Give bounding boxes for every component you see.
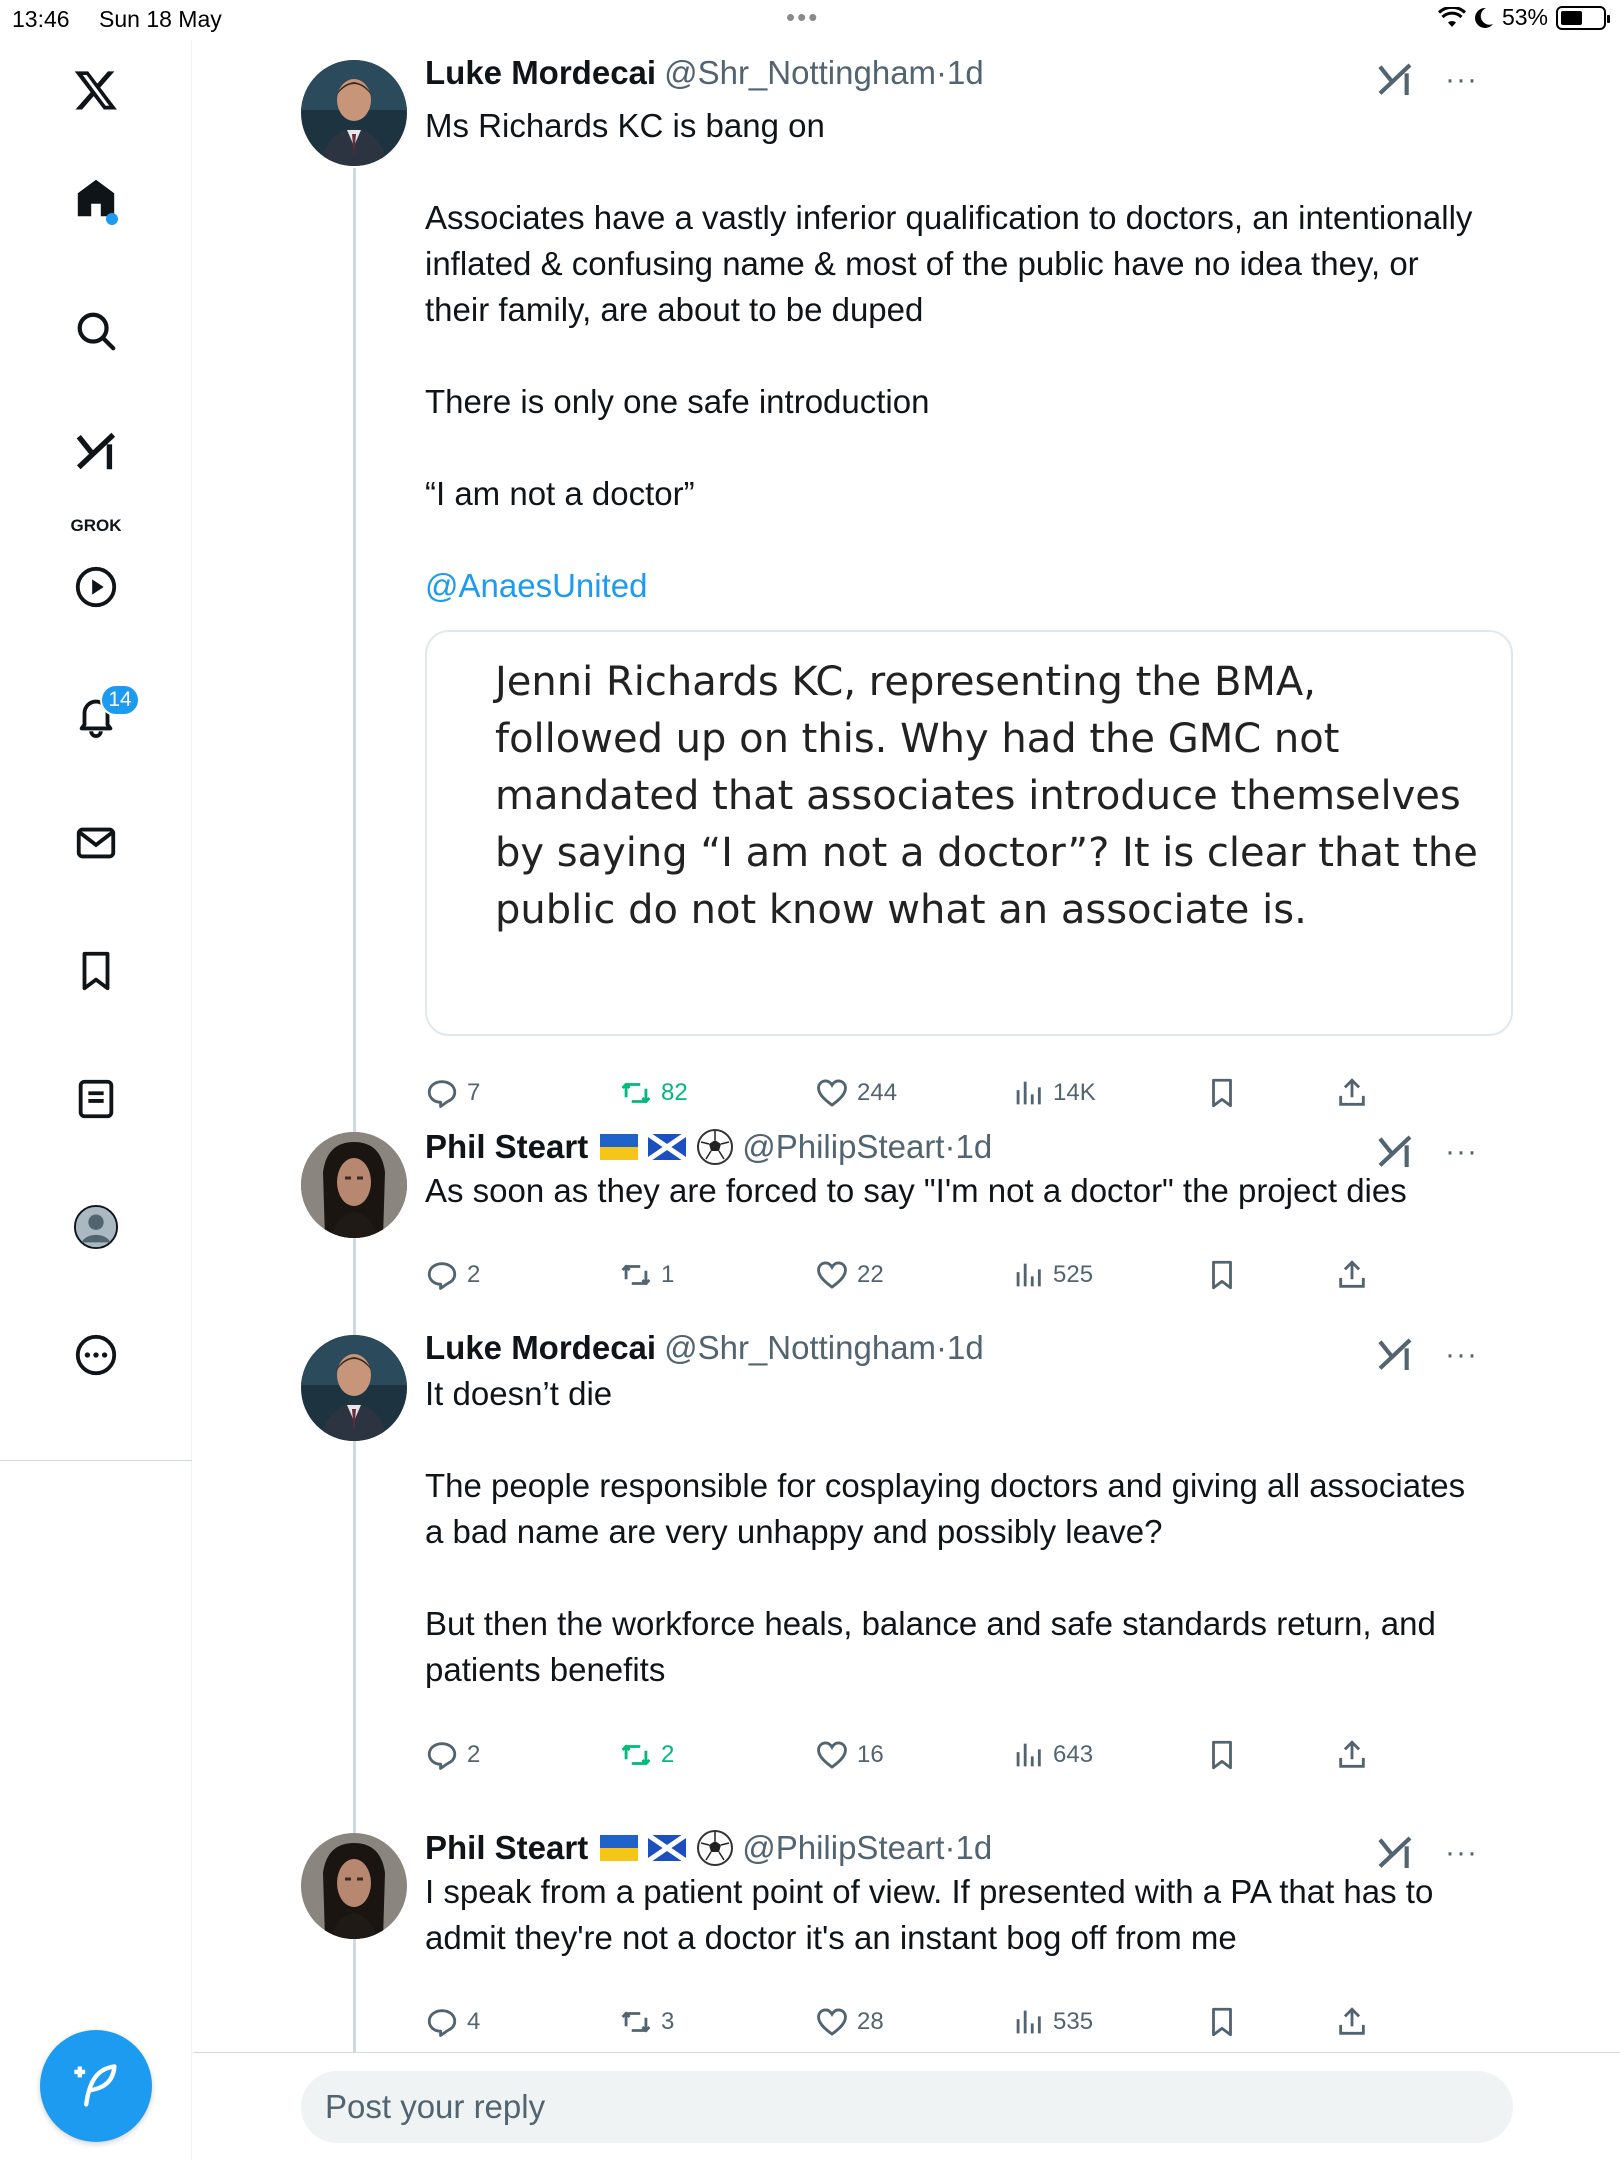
status-bar [0,0,1620,40]
home-unread-dot [106,213,118,225]
post-top-actions [1375,1132,1478,1172]
reply-icon [425,1076,459,1110]
sidebar [0,40,192,2160]
reply-icon [425,2005,459,2039]
views-button[interactable] [1011,1735,1093,1775]
mention-link[interactable]: @AnaesUnited [425,567,648,604]
views-button[interactable] [1011,1073,1096,1113]
author-name[interactable]: Luke Mordecai [425,54,657,91]
image-text: Jenni Richards KC, representing the BMA, followed up on this. Why had the GMC not mandated that associates introduce themselves by saying “I am not a doctor”? It is clear that the public do not know what an associate is. [495,659,1478,933]
avatar[interactable] [301,1833,407,1939]
post-paragraph: But then the workforce heals, balance and safe standards return, and patients benefits [425,1605,1436,1688]
wifi-icon [1438,7,1466,29]
separator-dot: · [936,1329,948,1366]
repost-button[interactable] [619,2002,674,2042]
post-actions [425,1255,1425,1295]
post-paragraph: It doesn’t die [425,1375,613,1412]
post-actions [425,1735,1425,1775]
x-logo-icon[interactable] [66,60,126,120]
profile-icon [73,1204,119,1250]
repost-button[interactable] [619,1735,674,1775]
repost-icon [619,1258,653,1292]
share-button[interactable] [1335,1255,1369,1295]
ukraine-flag [600,1835,638,1861]
reply-count: 2 [467,1741,481,1768]
compose-button[interactable] [40,2030,152,2142]
reply-bar [193,2052,1620,2160]
post-top-actions [1375,60,1478,100]
like-button[interactable] [815,1735,884,1775]
separator-dot: · [936,54,948,91]
post-paragraph: I speak from a patient point of view. If presented with a PA that has to admit they're not a doctor it's an instant bog off from me [425,1873,1434,1956]
bookmark-button[interactable] [1205,2002,1239,2042]
view-count: 525 [1053,1261,1094,1288]
post-text [425,1371,1485,1693]
grok-icon[interactable] [1375,1833,1415,1873]
post-paragraph: “I am not a doctor” [425,475,695,512]
grok-icon [73,429,119,475]
share-icon [1335,1076,1369,1110]
post-time[interactable]: 1d [947,54,984,91]
grok-label: GROK [70,516,122,535]
grok-icon[interactable] [1375,1335,1415,1375]
reply-icon [425,1258,459,1292]
bookmark-icon [73,948,119,994]
post-paragraph: There is only one safe introduction [425,383,930,420]
scotland-flag [648,1134,686,1160]
post-actions [425,2002,1425,2042]
bookmark-icon [1205,1076,1239,1110]
post-time[interactable]: 1d [947,1329,984,1366]
view-count: 535 [1053,2008,1094,2035]
bookmark-icon [1205,1258,1239,1292]
nav-messages[interactable] [66,813,126,873]
post-paragraph: Ms Richards KC is bang on [425,107,825,144]
reply-button[interactable] [425,1073,480,1113]
post-text [425,1168,1485,1214]
repost-button[interactable] [619,1255,674,1295]
repost-icon [619,1076,653,1110]
repost-icon [619,1738,653,1772]
author-name[interactable]: Luke Mordecai [425,1329,657,1366]
bookmark-button[interactable] [1205,1255,1239,1295]
notifications-badge: 14 [100,684,140,716]
search-icon [73,308,119,354]
like-count: 22 [857,1261,884,1288]
repost-count: 82 [661,1079,688,1106]
reply-button[interactable] [425,2002,480,2042]
like-button[interactable] [815,2002,884,2042]
views-button[interactable] [1011,1255,1093,1295]
like-count: 244 [857,1079,898,1106]
repost-count: 2 [661,1741,675,1768]
share-button[interactable] [1335,1073,1369,1113]
bookmark-button[interactable] [1205,1735,1239,1775]
like-button[interactable] [815,1255,884,1295]
post-header [425,1827,992,1867]
nav-profile[interactable] [66,1197,126,1257]
heart-icon [815,1076,849,1110]
reply-count: 2 [467,1261,481,1288]
post-header [425,1329,984,1367]
more-icon[interactable]: ··· [1445,1338,1478,1371]
repost-count: 1 [661,1261,675,1288]
status-indicators [1438,4,1606,31]
list-icon [73,1076,119,1122]
view-count: 14K [1053,1079,1096,1106]
share-button[interactable] [1335,2002,1369,2042]
bookmark-icon [1205,2005,1239,2039]
heart-icon [815,1258,849,1292]
post-top-actions [1375,1833,1478,1873]
nav-more[interactable] [66,1325,126,1385]
nav-explore[interactable] [66,301,126,361]
reply-icon [425,1738,459,1772]
reply-button[interactable] [425,1735,480,1775]
multitasking-dots-icon[interactable]: ••• [786,2,820,32]
separator-dot: · [944,1128,956,1165]
share-icon [1335,1738,1369,1772]
bookmark-icon [1205,1738,1239,1772]
heart-icon [815,2005,849,2039]
play-icon [73,564,119,610]
bookmark-button[interactable] [1205,1073,1239,1113]
separator-dot: · [944,1829,956,1866]
reply-button[interactable] [425,1255,480,1295]
author-handle[interactable]: @Shr_Nottingham [664,54,937,91]
post-paragraph: As soon as they are forced to say "I'm not a doctor" the project dies [425,1172,1407,1209]
post-paragraph: The people responsible for cosplaying doctors and giving all associates a bad name are very unhappy and possibly leave? [425,1467,1466,1550]
reply-count: 4 [467,2008,481,2035]
moon-icon [1474,7,1494,29]
views-icon [1011,2005,1045,2039]
reply-count: 7 [467,1079,481,1106]
post-header [425,1126,992,1166]
heart-icon [815,1738,849,1772]
name-emojis [600,1128,734,1166]
avatar[interactable] [301,60,407,166]
like-button[interactable] [815,1073,897,1113]
author-handle[interactable]: @PhilipSteart [742,1829,945,1866]
battery-percent: 53% [1501,4,1548,30]
sidebar-divider [0,1460,192,1461]
reply-input[interactable]: Post your reply [301,2071,1513,2143]
author-handle[interactable]: @PhilipSteart [742,1128,945,1165]
views-icon [1011,1258,1045,1292]
compose-icon [70,2060,122,2112]
more-icon[interactable]: ··· [1445,1836,1478,1869]
views-icon [1011,1738,1045,1772]
post-text [425,103,1485,609]
post-image[interactable] [425,630,1513,1036]
battery-icon [1556,6,1606,30]
nav-grok[interactable] [66,422,126,482]
post-header [425,54,984,92]
post-time[interactable]: 1d [955,1128,993,1165]
nav-video[interactable] [66,557,126,617]
football-icon [696,1829,734,1867]
name-emojis [600,1829,734,1867]
nav-bookmarks[interactable] [66,941,126,1001]
author-handle[interactable]: @Shr_Nottingham [664,1329,937,1366]
ukraine-flag [600,1134,638,1160]
share-icon [1335,1258,1369,1292]
nav-lists[interactable] [66,1069,126,1129]
repost-button[interactable] [619,1073,688,1113]
avatar[interactable] [301,1335,407,1441]
mail-icon [73,820,119,866]
view-count: 643 [1053,1741,1094,1768]
status-time: 13:46 [12,6,70,32]
avatar[interactable] [301,1132,407,1238]
more-icon[interactable]: ··· [1445,1135,1478,1168]
post-top-actions [1375,1335,1478,1375]
post-text [425,1869,1485,1961]
author-name[interactable]: Phil Steart [425,1128,589,1165]
like-count: 16 [857,1741,884,1768]
post-actions [425,1073,1425,1113]
repost-icon [619,2005,653,2039]
views-icon [1011,1076,1045,1110]
share-icon [1335,2005,1369,2039]
football-icon [696,1128,734,1166]
views-button[interactable] [1011,2002,1093,2042]
more-circle-icon [73,1332,119,1378]
grok-icon[interactable] [1375,60,1415,100]
post-paragraph: Associates have a vastly inferior qualification to doctors, an intentionally inflated & confusing name & most of the public have no idea they, or their family, are about to be duped [425,199,1473,328]
status-date: Sun 18 May [99,6,222,32]
grok-icon[interactable] [1375,1132,1415,1172]
more-icon[interactable]: ··· [1445,63,1478,96]
share-button[interactable] [1335,1735,1369,1775]
author-name[interactable]: Phil Steart [425,1829,589,1866]
like-count: 28 [857,2008,884,2035]
repost-count: 3 [661,2008,675,2035]
post-time[interactable]: 1d [955,1829,993,1866]
scotland-flag [648,1835,686,1861]
